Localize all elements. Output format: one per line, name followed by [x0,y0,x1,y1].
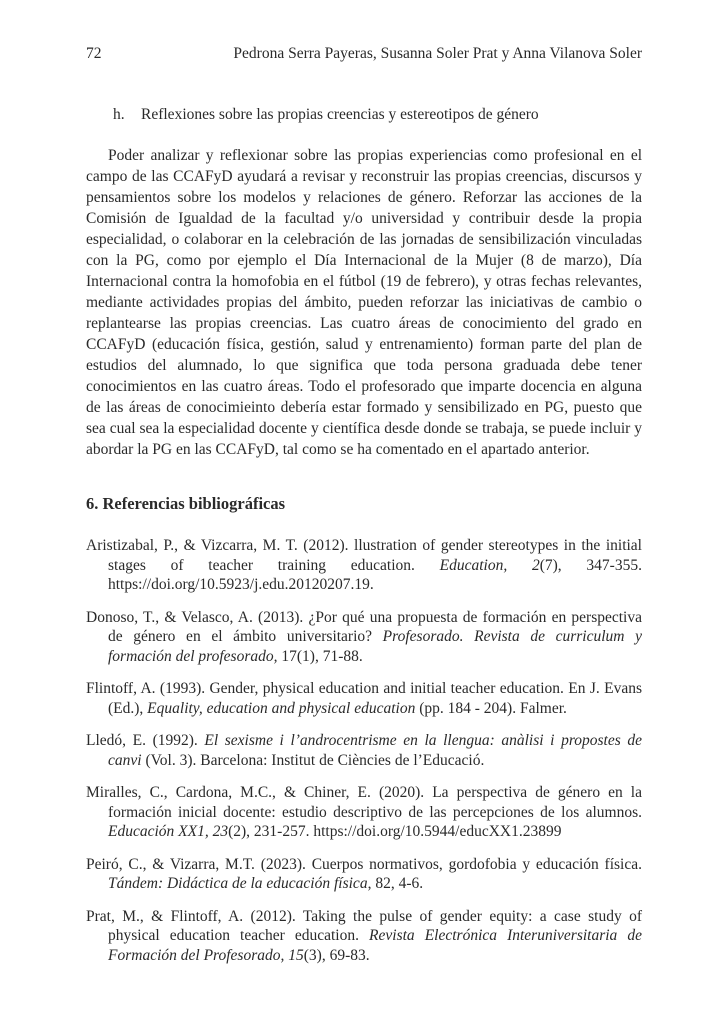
reference-text: Prat, M., & Flintoff, A. (2012). Taking the pulse of gender equity: a case study of physical education teacher education. [86,907,642,944]
reference-italic: Tándem: Didáctica de la educación física [108,875,368,892]
reference-italic: Educación XX1, 23 [108,823,229,840]
list-item-letter: h. [113,106,125,123]
reference-item [86,608,642,667]
section-heading: 6. Referencias bibliográficas [86,494,286,513]
page-number: 72 [86,45,102,62]
reference-item [86,731,642,770]
list-item-h [113,105,539,125]
reference-list [86,536,642,978]
reference-text: Flintoff, A. (1993). Gender, physical education and initial teacher education. En J. Evans (Ed.), [86,680,642,717]
reference-item [86,679,642,718]
list-item-text: Reflexiones sobre las propias creencias y estereotipos de género [141,106,539,123]
reference-text: Lledó, E. (1992). [86,732,205,749]
body-paragraph: Poder analizar y reflexionar sobre las propias experiencias como profesional en el campo de las CCAFyD ayudará a revisar y reconstruir las propias creencias, discursos y pensamientos sobre los modelos y relaciones de género. Reforzar las acciones de la Comisión de Igualdad de la facultad y/o universidad y contribuir desde la propia especialidad, o colaborar en la celebración de las jornadas de sensibilización vinculadas con la PG, como por ejemplo el Día Internacional de la Mujer (8 de marzo), Día Internacional contra la homofobia en el fútbol (19 de febrero), y otras fechas relevantes, mediante actividades propias del ámbito, pueden reforzar las iniciativas de cambio o replantearse las propias creencias. Las cuatro áreas de conocimiento del grado en CCAFyD (educación física, gestión, salud y entrenamiento) forman parte del plan de estudios del alumnado, lo que significa que toda persona graduada debe tener conocimientos en las cuatro áreas. Todo el profesorado que imparte docencia en alguna de las áreas de conocimieinto debería estar formado y sensibilizado en PG, puesto que sea cual sea la especialidad docente y científica desde donde se trabaja, se puede incluir y abordar la PG en las CCAFyD, tal como se ha comentado en el apartado anterior. [86,147,642,458]
reference-text: (Vol. 3). Barcelona: Institut de Ciències de l’Educació. [141,751,485,769]
reference-text: Donoso, T., & Velasco, A. (2013). ¿Por qué una propuesta de formación en perspectiva de género en el ámbito universitario? [86,608,642,645]
reference-italic: El sexisme i l’androcentrisme en la llengua: anàlisi i propostes de canvi [108,732,643,769]
reference-text: , 82, 4-6. [367,875,424,892]
reference-text: 17(1), 71-88. [277,647,363,665]
reference-text: (pp. 184 - 204). Falmer. [415,699,567,717]
reference-italic: Education, 2 [439,556,540,574]
reference-text: (3), 69-83. [303,946,370,964]
reference-italic: Revista Electrónica Interuniversitaria de Formación del Profesorado, 15 [108,927,642,964]
reference-text: Miralles, C., Cardona, M.C., & Chiner, E. (2020). La perspectiva de género en la formación inicial docente: estudio descriptivo de las percepciones de los alumnos. [86,784,642,821]
reference-item [86,783,642,842]
reference-item [86,907,642,966]
reference-text: (2), 231-257. https://doi.org/10.5944/educXX1.23899 [228,823,562,840]
reference-item [86,855,642,894]
running-header-authors: Pedrona Serra Payeras, Susanna Soler Prat y Anna Vilanova Soler [233,45,642,62]
reference-italic: Equality, education and physical education [147,699,416,717]
reference-text: (7), 347-355. https://doi.org/10.5923/j.edu.20120207.19. [108,556,642,593]
reference-italic: Profesorado. Revista de curriculum y formación del profesorado, [108,628,643,665]
reference-item [86,536,642,595]
reference-text: Peiró, C., & Vizarra, M.T. (2023). Cuerpos normativos, gordofobia y educación física. [86,855,642,873]
running-header [86,44,642,64]
reference-text: Aristizabal, P., & Vizcarra, M. T. (2012). llustration of gender stereotypes in the initial stages of teacher training education. [86,537,642,574]
